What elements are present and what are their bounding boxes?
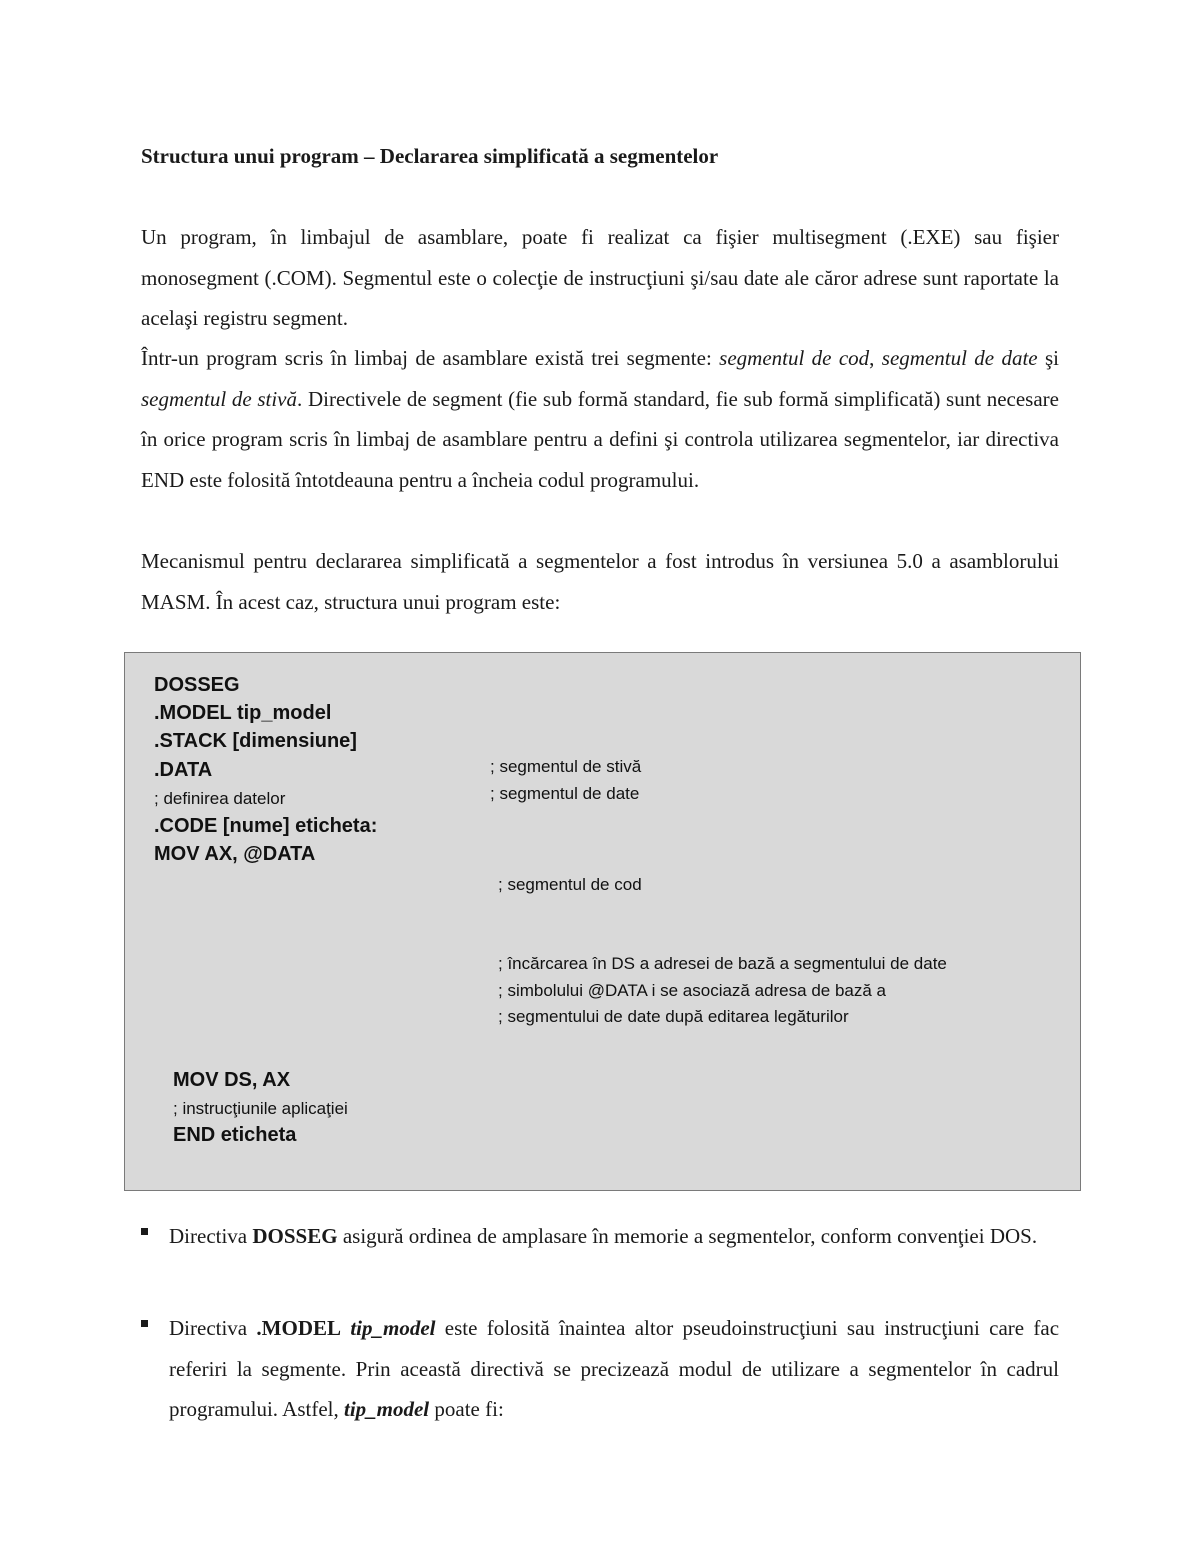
paragraph-intro-text: Un program, în limbajul de asamblare, poate fi realizat ca fişier multisegment (.EXE) sau fişier monosegment (.COM). Segmentul este o colecţie de instrucţiuni şi/sau date ale căror adrese sunt raportate la acelaşi registru segment. — [141, 225, 1059, 330]
comment-load-3: ; segmentului de date după editarea legăturilor — [498, 1007, 849, 1026]
paragraph-intro — [141, 217, 1059, 339]
paragraph-masm — [141, 541, 1059, 622]
code-mov-ds: MOV DS, AX — [173, 1069, 291, 1091]
space — [341, 1316, 350, 1340]
square-bullet-icon — [141, 1228, 148, 1235]
keyword-model: .MODEL — [256, 1316, 342, 1340]
bullet-prefix: Directiva — [169, 1316, 257, 1340]
bullet-description: asigură ordinea de amplasare în memorie a segmentelor, conform convenţiei DOS. — [337, 1224, 1038, 1248]
keyword-tip-model: tip_model — [350, 1316, 436, 1340]
paragraph-segments-part2: . Directivele de segment (fie sub formă standard, fie sub formă simplificată) sunt necesare în orice program scris în limbaj de asamblare pentru a defini şi controla utilizarea segmentelor, iar directiva END este folosită întotdeauna pentru a încheia codul programului. — [141, 386, 1059, 492]
code-block — [124, 652, 1081, 1191]
code-end: END eticheta — [173, 1124, 297, 1146]
comment-load-2: ; simbolului @DATA i se asociază adresa de bază a — [498, 981, 886, 1000]
keyword-dosseg: DOSSEG — [252, 1224, 338, 1248]
comment-code-segment: ; segmentul de cod — [498, 875, 642, 894]
code-model: .MODEL tip_model — [154, 702, 332, 724]
bullet-suffix: poate fi: — [429, 1397, 504, 1421]
bullet-description: este folosită înaintea altor pseudoinstrucţiuni sau instrucţiuni care fac referiri la segmente. Prin această directivă se precizează modul de utilizare a segmentelor în cadrul programului. Astfel, — [169, 1316, 1060, 1421]
square-bullet-icon — [141, 1320, 148, 1327]
page-title: Structura unui program – Declararea simplificată a segmentelor — [141, 144, 719, 168]
paragraph-segments — [141, 338, 1059, 500]
separator-1: , — [869, 346, 882, 370]
code-data-comment: ; definirea datelor — [154, 789, 286, 808]
term-code-segment: segmentul de cod — [719, 346, 870, 370]
code-instr-comment: ; instrucţiunile aplicaţiei — [173, 1099, 348, 1118]
code-mov-ax: MOV AX, @DATA — [154, 843, 316, 865]
bullet-text-dosseg — [169, 1216, 1059, 1257]
keyword-tip-model-2: tip_model — [343, 1397, 430, 1421]
code-data: .DATA — [154, 759, 213, 781]
code-dosseg: DOSSEG — [154, 674, 240, 696]
comment-stack-segment: ; segmentul de stivă — [490, 757, 642, 776]
paragraph-segments-part1: Într-un program scris în limbaj de asamblare există trei segmente: — [141, 346, 720, 370]
code-stack: .STACK [dimensiune] — [154, 730, 357, 752]
comment-data-segment: ; segmentul de date — [490, 784, 640, 803]
term-stack-segment: segmentul de stivă — [141, 386, 298, 411]
code-code-line: .CODE [nume] eticheta: — [154, 815, 378, 837]
comment-load-1: ; încărcarea în DS a adresei de bază a segmentului de date — [498, 954, 947, 973]
term-data-segment: segmentul de date — [881, 346, 1038, 370]
bullet-prefix: Directiva — [169, 1224, 253, 1248]
bullet-text-model — [169, 1308, 1059, 1430]
paragraph-masm-text: Mecanismul pentru declararea simplificată a segmentelor a fost introdus în versiunea 5.0 a asamblorului MASM. În acest caz, structura unui program este: — [141, 549, 1059, 614]
separator-2: şi — [1037, 346, 1059, 370]
